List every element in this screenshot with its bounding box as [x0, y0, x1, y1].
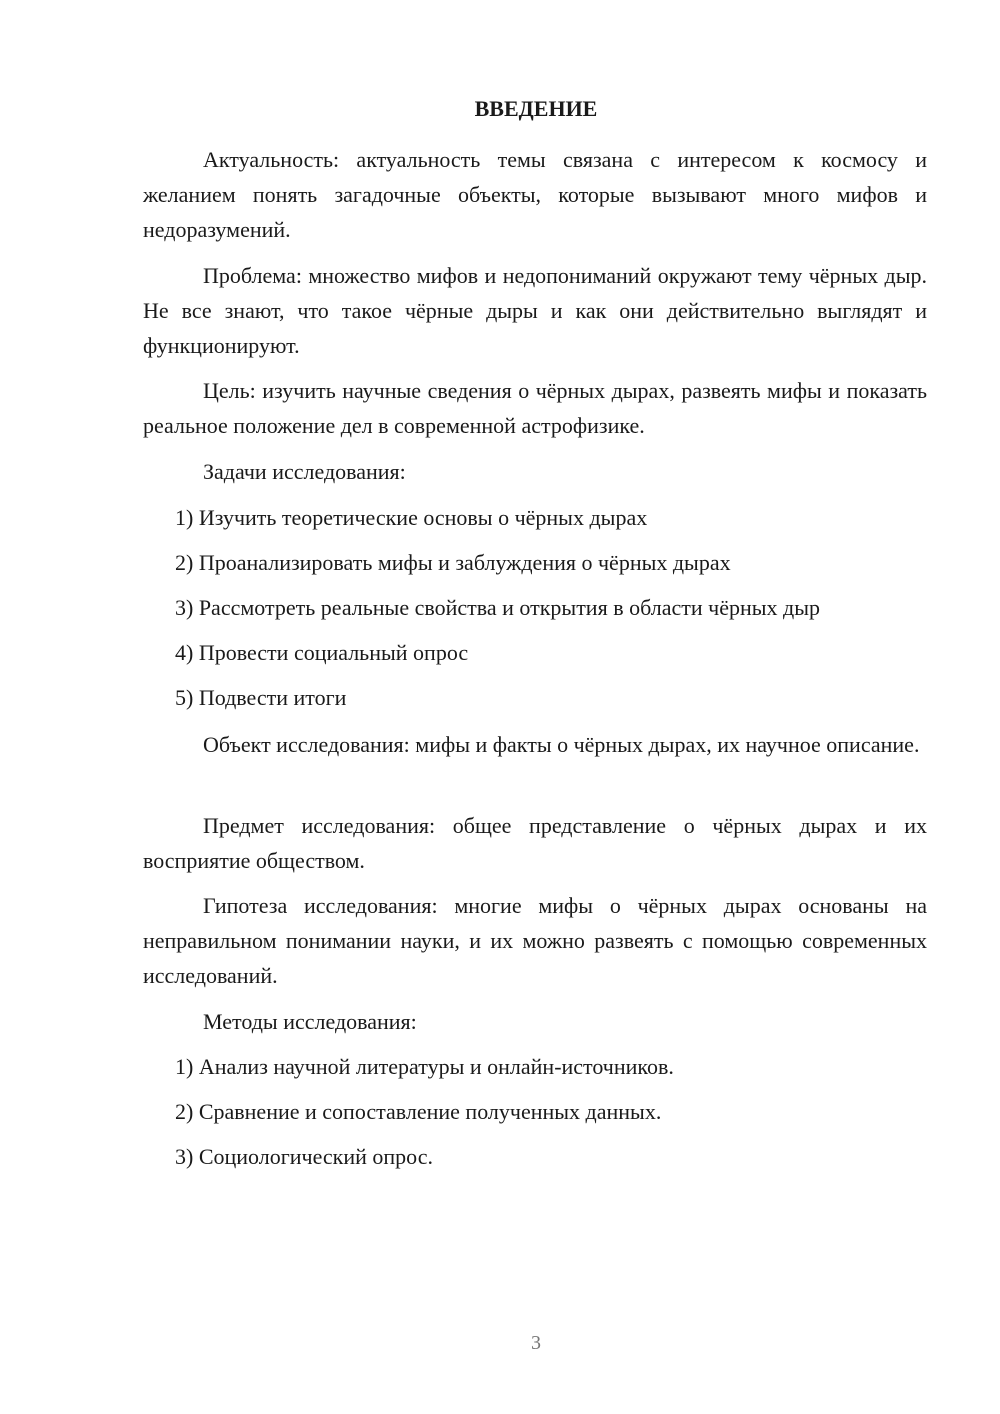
task-item: 4) Провести социальный опрос [175, 640, 469, 665]
task-item: 3) Рассмотреть реальные свойства и открытия в области чёрных дыр [175, 595, 820, 620]
method-item: 3) Социологический опрос. [175, 1144, 433, 1169]
task-item: 2) Проанализировать мифы и заблуждения о чёрных дырах [175, 550, 731, 575]
paragraph-relevance: Актуальность: актуальность темы связана с интересом к космосу и желанием понять загадочные объекты, которые вызывают много мифов и недоразумений. [143, 147, 927, 242]
methods-heading: Методы исследования: [203, 1009, 417, 1034]
task-item: 1) Изучить теоретические основы о чёрных дырах [175, 505, 648, 530]
paragraph-hypothesis: Гипотеза исследования: многие мифы о чёрных дырах основаны на неправильном понимании науки, и их можно развеять с помощью современных исследований. [143, 893, 927, 988]
method-item: 2) Сравнение и сопоставление полученных данных. [175, 1099, 662, 1124]
paragraph-goal: Цель: изучить научные сведения о чёрных дырах, развеять мифы и показать реальное положение дел в современной астрофизике. [143, 378, 927, 438]
paragraph-problem: Проблема: множество мифов и недопониманий окружают тему чёрных дыр. Не все знают, что такое чёрные дыры и как они действительно выглядят и функционируют. [143, 263, 927, 358]
tasks-heading: Задачи исследования: [203, 459, 406, 484]
paragraph-subject: Предмет исследования: общее представление о чёрных дырах и их восприятие обществом. [143, 813, 927, 873]
page-number: 3 [531, 1332, 541, 1354]
paragraph-object: Объект исследования: мифы и факты о чёрных дырах, их научное описание. [203, 732, 920, 757]
method-item: 1) Анализ научной литературы и онлайн-источников. [175, 1054, 674, 1079]
section-title: ВВЕДЕНИЕ [474, 96, 598, 121]
task-item: 5) Подвести итоги [175, 685, 347, 710]
